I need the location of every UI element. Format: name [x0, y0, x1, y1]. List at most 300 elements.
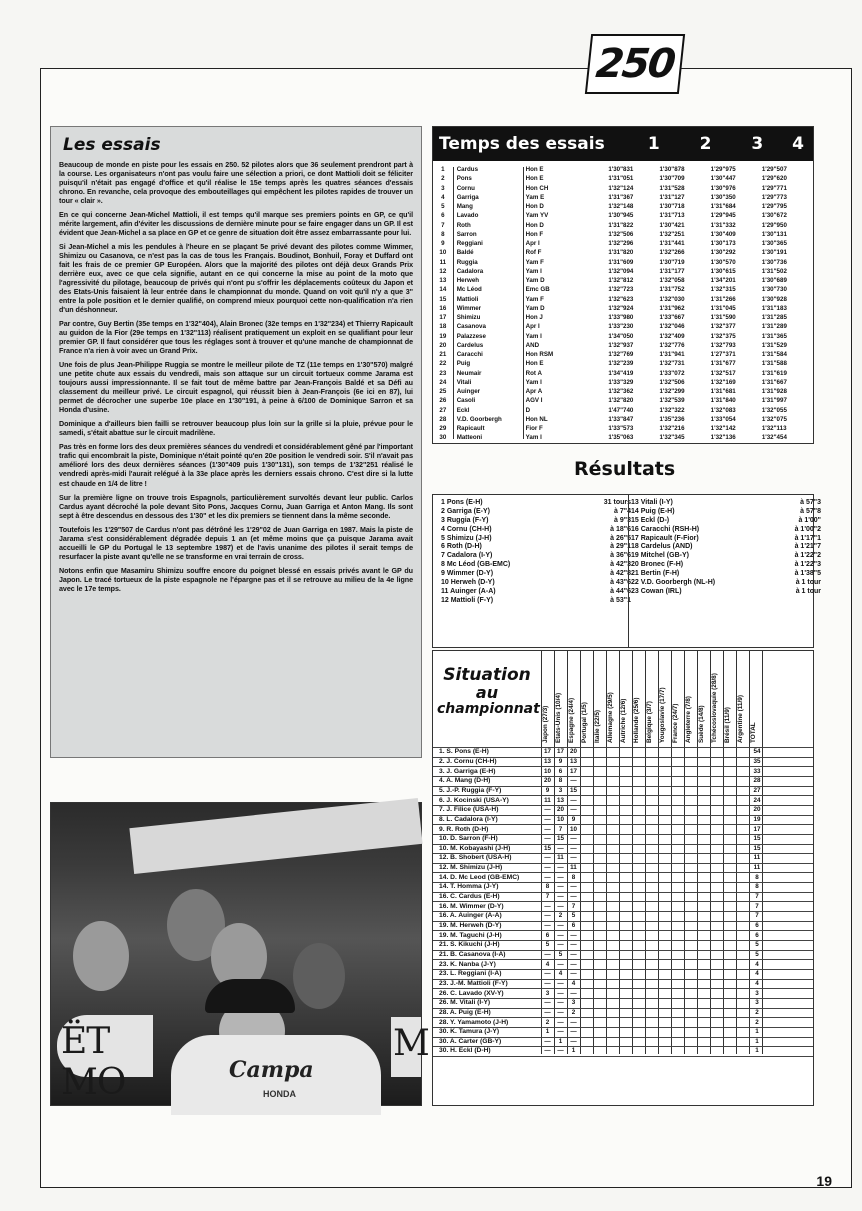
race-points: 17: [556, 748, 564, 756]
result-row: [631, 542, 821, 551]
result-rider: 22 V.D. Goorbergh (NL-H): [631, 578, 716, 586]
race-points: —: [557, 999, 564, 1007]
column-header-label: France (24/7): [672, 703, 679, 743]
rank-cell: 18: [439, 323, 447, 331]
result-row: [441, 551, 631, 560]
result-rider: 18 Cardelus (AND): [631, 543, 693, 551]
race-points: —: [557, 989, 564, 997]
machine-cell: Yam I: [525, 332, 542, 340]
session-1-time: 1'47"740: [608, 406, 634, 414]
total-points: 28: [753, 777, 761, 785]
session-3-time: 1'31"681: [710, 388, 736, 396]
standings-row: [433, 1046, 765, 1056]
result-rider: 10 Herweh (D-Y): [441, 578, 495, 586]
race-points: 9: [545, 786, 550, 794]
race-points: —: [557, 864, 564, 872]
race-points: 5: [571, 912, 576, 920]
essais-row: [433, 350, 813, 359]
championnat-title-line2: au: [475, 682, 499, 702]
race-column-header: [606, 653, 619, 745]
session-1-time: 1'32"769: [608, 351, 634, 359]
rank-cell: 19: [439, 332, 447, 340]
standings-row: [433, 795, 765, 805]
standings-rider: 14. D. Mc Leod (GB-EMC): [439, 873, 520, 881]
race-points: 5: [558, 950, 563, 958]
result-row: [631, 560, 821, 569]
session-3-time: 1'32"375: [710, 332, 736, 340]
standings-row: [433, 872, 765, 882]
race-points: 4: [558, 970, 563, 978]
total-points: 6: [755, 922, 759, 929]
column-header-label: Brésil (11/9): [724, 707, 731, 743]
rider-cell: Lavado: [456, 212, 479, 220]
jersey-sponsor-text: Campa: [229, 1057, 314, 1083]
session-2-time: 1'32"506: [659, 378, 685, 386]
rider-cell: Caracchi: [456, 351, 483, 359]
result-row: [441, 578, 631, 587]
rider-cell: Cadalora: [456, 267, 484, 275]
machine-cell: Yam E: [525, 193, 545, 201]
result-rider: 5 Shimizu (J-H): [441, 534, 492, 542]
trophy-banner: [129, 798, 422, 874]
temps-des-essais-table: [432, 126, 814, 444]
total-points: 5: [755, 950, 759, 958]
rider-cell: Cardelus: [456, 341, 484, 349]
race-points: 6: [571, 922, 576, 929]
total-points: 15: [753, 844, 761, 852]
machine-cell: Yam D: [525, 304, 545, 312]
result-rider: 23 Cowan (IRL): [631, 587, 682, 595]
session-1-time: 1'32"723: [608, 286, 634, 294]
rider-cell: Mc Léod: [456, 286, 482, 294]
standings-row: [433, 815, 765, 825]
race-points: —: [557, 1008, 564, 1016]
session-4-time: 1'30"689: [761, 277, 787, 285]
race-points: —: [557, 960, 564, 968]
session-2-time: 1'32"058: [659, 277, 685, 285]
session-3-time: 1'32"315: [710, 286, 736, 294]
total-points: 15: [753, 835, 761, 843]
session-1-time: 1'32"296: [608, 240, 634, 248]
result-row: [441, 569, 631, 578]
race-points: —: [557, 873, 564, 881]
spectator-face: [293, 943, 345, 1009]
column-header-label: Suède (14/8): [698, 705, 705, 743]
column-header-label: Espagne (24/4): [568, 697, 575, 743]
essais-row: [433, 165, 813, 174]
session-2-time: 1'32"299: [659, 388, 685, 396]
standings-row: [433, 853, 765, 863]
standings-rider: 3. J. Garriga (E-H): [439, 767, 496, 775]
result-gap: à 1'00": [798, 516, 821, 524]
result-gap: à 1'00"2: [794, 525, 821, 533]
race-points: —: [570, 970, 577, 978]
total-column-header: [749, 653, 762, 745]
resultats-table: [432, 494, 821, 648]
result-row: [441, 596, 631, 605]
total-points: 24: [753, 796, 761, 804]
grid-line: [433, 1056, 813, 1057]
session-4-time: 1'31"928: [761, 388, 787, 396]
race-points: —: [570, 854, 577, 862]
result-rider: 12 Mattioli (F-Y): [441, 596, 494, 604]
race-points: —: [544, 873, 551, 881]
standings-rider: 23. L. Reggiani (I-A): [439, 970, 502, 978]
result-rider: 21 Bertin (F-H): [631, 570, 680, 578]
standings-rider: 26. M. Vitali (I-Y): [439, 999, 491, 1007]
spectator-face: [73, 921, 129, 991]
standings-row: [433, 757, 765, 767]
column-header-label: Argentine (11/9): [737, 695, 744, 743]
essais-row: [433, 239, 813, 248]
session-2-time: 1'32"216: [659, 425, 685, 433]
race-points: 11: [544, 796, 551, 804]
session-2-time: 1'31"177: [659, 267, 685, 275]
essais-row: [433, 174, 813, 183]
article-paragraph: Dominique a d'ailleurs bien failli se retrouver beaucoup plus loin sur la grille si la pluie, prévue pour le samedi, s'était abattue sur le circuit madrilène.: [59, 420, 413, 438]
article-paragraph: Toutefois les 1'29"507 de Cardus n'ont pas détrôné les 1'29"02 de Juan Garriga en 1987. Mais la piste de Jarama s'est considérablement dégradée depuis 1 an (et même moins que ça puisque Jarama avait accueilli le GP du Portugal le 13 septembre 1987) et de l'avis unanime des pilotes il serait temps de resurfacer la piste avant qu'elle ne se transforme en vrai terrain de cross.: [59, 525, 413, 561]
race-points: 15: [543, 844, 551, 852]
race-points: 7: [558, 825, 563, 833]
rider-cell: Pons: [456, 175, 472, 183]
session-4-time: 1'31"997: [761, 397, 787, 405]
session-1-time: 1'31"609: [608, 258, 634, 266]
article-paragraph: Pas très en forme lors des deux premières séances du vendredi et considérablement gêné par l'important trafic qui encombrait la piste, Dominique n'était pointé qu'en 20e position le vendredi soir. S'il n'avait pas amélioré lors des deux dernières séances (1'30"409 puis 1'30"131), son temps de 1'32"251 réalisé le vendredi après-midi l'aurait relégué à la 33e place après les derniers essais chrono. C'est dire si la lutte est chaude en 1/4 de litre !: [59, 443, 413, 488]
session-3-time: 1'30"350: [710, 193, 736, 201]
session-1-time: 1'30"831: [608, 166, 634, 174]
session-3-time: 1'31"677: [710, 360, 736, 368]
race-points: 4: [571, 979, 576, 987]
total-points: 8: [755, 883, 759, 891]
race-points: 2: [545, 1018, 550, 1026]
rank-cell: 9: [441, 240, 445, 248]
machine-cell: Rot A: [525, 369, 542, 377]
essais-row: [433, 433, 813, 442]
session-2-time: 1'32"030: [659, 295, 685, 303]
rank-cell: 21: [439, 351, 447, 359]
session-2-time: 1'31"127: [659, 193, 685, 201]
rider-cell: Vitali: [456, 378, 472, 386]
result-gap: à 7"4: [614, 507, 631, 515]
race-points: —: [570, 931, 577, 939]
rider-cap: [205, 979, 295, 1013]
race-column-header: [697, 653, 710, 745]
total-points: 19: [753, 815, 761, 823]
session-3-time: 1'31"332: [710, 221, 736, 229]
rider-cell: Shimizu: [456, 314, 481, 322]
machine-cell: Hon RSM: [525, 351, 554, 359]
result-row: [631, 534, 821, 543]
race-points: —: [557, 1028, 564, 1036]
result-gap: à 1'38"5: [794, 570, 821, 578]
race-points: —: [544, 979, 551, 987]
result-gap: à 1'21"7: [794, 543, 821, 551]
session-1-time: 1'32"623: [608, 295, 634, 303]
result-rider: 19 Mitchel (GB-Y): [631, 552, 689, 560]
machine-cell: Hon E: [525, 166, 544, 174]
rider-cell: Herweh: [456, 277, 480, 285]
race-points: —: [544, 815, 551, 823]
race-points: —: [570, 844, 577, 852]
rider-cell: Mattioli: [456, 295, 479, 303]
session-3-time: 1'30"447: [710, 175, 736, 183]
total-points: 7: [755, 912, 759, 920]
race-points: 10: [569, 825, 577, 833]
rider-cell: Reggiani: [456, 240, 483, 248]
result-gap: à 1 tour: [795, 587, 821, 595]
session-2-time: 1'32"409: [659, 332, 685, 340]
session-3-time: 1'29"975: [710, 166, 736, 174]
standings-row: [433, 1008, 765, 1018]
session-4-time: 1'32"055: [761, 406, 787, 414]
session-2-time: 1'31"962: [659, 304, 685, 312]
rider-cell: Garriga: [456, 193, 479, 201]
podium-photo: [50, 802, 430, 1106]
result-gap: à 18"6: [610, 525, 631, 533]
rider-cell: Puig: [456, 360, 471, 368]
article-paragraph: En ce qui concerne Jean-Michel Mattioli, il est temps qu'il marque ses premiers points en GP, ce qu'il mérite largement, afin d'éviter les discussions de dernière minute pour se faire engager dans un GP. Il est évident que Jean-Michel a sa place en GP et ce genre de situation doit être assez embarrassante pour lui.: [59, 211, 413, 238]
machine-cell: Hon D: [525, 221, 544, 229]
session-2-time: 1'31"752: [659, 286, 685, 294]
result-row: [441, 560, 631, 569]
result-row: [441, 525, 631, 534]
session-2-time: 1'30"709: [659, 175, 685, 183]
race-column-header: [658, 653, 671, 745]
session-4-time: 1'31"667: [761, 378, 787, 386]
rank-cell: 15: [439, 295, 447, 303]
total-points: 1: [755, 1028, 759, 1036]
rank-cell: 3: [441, 184, 445, 192]
page-number: 19: [816, 1173, 832, 1189]
total-points: 54: [753, 748, 761, 756]
rider-cell: Cardus: [456, 166, 479, 174]
session-3-time: 1'32"083: [710, 406, 736, 414]
session-1-time: 1'31"820: [608, 249, 634, 257]
race-column-header: [541, 653, 554, 745]
result-rider: 9 Wimmer (D-Y): [441, 570, 494, 578]
result-gap: à 1'17"1: [794, 534, 821, 542]
total-points: 2: [755, 1018, 759, 1026]
rider-cell: Wimmer: [456, 304, 482, 312]
race-points: —: [557, 844, 564, 852]
session-1-time: 1'34"050: [608, 332, 634, 340]
session-3-time: 1'31"684: [710, 203, 736, 211]
essais-header: [433, 127, 813, 161]
essais-row: [433, 313, 813, 322]
race-points: —: [570, 989, 577, 997]
race-points: —: [557, 1018, 564, 1026]
race-points: —: [544, 806, 551, 814]
rider-cell: Eckl: [456, 406, 470, 414]
race-column-header: [554, 653, 567, 745]
result-rider: 1 Pons (E-H): [441, 498, 483, 506]
standings-row: [433, 1037, 765, 1047]
standings-row: [433, 998, 765, 1008]
machine-cell: Yam F: [525, 258, 544, 266]
session-3-time: 1'31"840: [710, 397, 736, 405]
session-2-time: 1'32"539: [659, 397, 685, 405]
session-2-time: 1'30"719: [659, 258, 685, 266]
result-gap: à 42"3: [610, 561, 631, 569]
column-header-label: Belgique (3/7): [646, 701, 653, 743]
race-points: —: [570, 950, 577, 958]
machine-cell: Yam I: [525, 267, 542, 275]
standings-rider: 5. J.-P. Ruggia (F-Y): [439, 786, 502, 794]
essais-rows: [433, 161, 813, 447]
session-1-time: 1'32"820: [608, 397, 634, 405]
session-2-time: 1'30"878: [659, 166, 685, 174]
race-points: 9: [558, 757, 563, 765]
race-column-header: [619, 653, 632, 745]
race-column-header: [567, 653, 580, 745]
standings-rider: 12. B. Shobert (USA-H): [439, 854, 512, 862]
standings-row: [433, 776, 765, 786]
rank-cell: 10: [439, 249, 447, 257]
session-2-time: 1'31"713: [659, 212, 685, 220]
result-rider: 11 Auinger (A-A): [441, 587, 496, 595]
total-points: 4: [755, 970, 759, 978]
column-header-label: Etats-Unis (10/4): [555, 692, 562, 743]
race-points: 6: [558, 767, 563, 775]
standings-rider: 28. A. Puig (E-H): [439, 1008, 491, 1016]
race-points: —: [544, 912, 551, 920]
total-points: 3: [755, 989, 759, 997]
race-column-header: [593, 653, 606, 745]
session-2-time: 1'31"441: [659, 240, 685, 248]
total-points: 11: [753, 864, 761, 872]
race-points: —: [570, 883, 577, 891]
session-1-label: 1: [647, 134, 660, 154]
session-2-time: 1'32"731: [659, 360, 685, 368]
article-paragraph: Par contre, Guy Bertin (35e temps en 1'32"404), Alain Bronec (32e temps en 1'32"234) et Thierry Rapicault au guidon de la Fior (29e temps en 1'32"113) réalisent pratiquement un exploit en se qualifiant pour leur premier GP. Il faut considérer que tous les réglages sont à trouver et qu'une manche de championnat de France n'a rien à voir avec un Grand Prix.: [59, 320, 413, 356]
result-gap: à 9"3: [614, 516, 631, 524]
essais-row: [433, 424, 813, 433]
session-4-label: 4: [792, 134, 804, 154]
race-points: 10: [556, 815, 564, 823]
result-gap: à 44"6: [610, 587, 631, 595]
machine-cell: Apr A: [525, 388, 543, 396]
result-rider: 16 Caracchi (RSH-H): [631, 525, 700, 533]
essais-row: [433, 396, 813, 405]
total-points: 4: [755, 960, 759, 968]
machine-cell: Yam F: [525, 295, 544, 303]
race-points: 4: [545, 960, 550, 968]
race-points: 3: [545, 989, 550, 997]
race-column-header: [710, 653, 723, 745]
standings-row: [433, 930, 765, 940]
standings-row: [433, 892, 765, 902]
machine-cell: Hon NL: [525, 415, 548, 423]
rank-cell: 24: [439, 378, 447, 386]
session-3-time: 1'31"045: [710, 304, 736, 312]
session-3-time: 1'32"142: [710, 425, 736, 433]
resultats-right-column: [631, 498, 821, 596]
rank-cell: 13: [439, 277, 447, 285]
machine-cell: Rof F: [525, 249, 542, 257]
race-points: —: [557, 931, 564, 939]
rider-cell: Auinger: [456, 388, 481, 396]
essais-row: [433, 193, 813, 202]
column-header-label: Hollande (25/6): [633, 697, 640, 743]
machine-cell: Hon J: [525, 314, 543, 322]
standings-rider: 10. M. Kobayashi (J-H): [439, 844, 511, 852]
result-row: [631, 587, 821, 596]
race-points: —: [570, 806, 577, 814]
race-column-header: [671, 653, 684, 745]
race-points: —: [544, 835, 551, 843]
session-4-time: 1'31"529: [761, 341, 787, 349]
session-1-time: 1'32"506: [608, 230, 634, 238]
result-row: [631, 578, 821, 587]
standings-row: [433, 882, 765, 892]
session-1-time: 1'30"945: [608, 212, 634, 220]
race-points: 13: [569, 757, 577, 765]
session-3-time: 1'32"136: [710, 434, 736, 442]
rank-cell: 7: [441, 221, 445, 229]
total-points: 33: [753, 767, 761, 775]
session-4-time: 1'31"289: [761, 323, 787, 331]
machine-cell: AGV I: [525, 397, 543, 405]
session-1-time: 1'33"573: [608, 425, 634, 433]
column-header-label: Allemagne (29/5): [607, 692, 614, 743]
result-rider: 2 Garriga (E-Y): [441, 507, 491, 515]
standings-row: [433, 805, 765, 815]
session-2-time: 1'31"941: [659, 351, 685, 359]
standings-rider: 28. Y. Yamamoto (J-H): [439, 1018, 509, 1026]
essais-row: [433, 341, 813, 350]
standings-rider: 6. J. Kocinski (USA-Y): [439, 796, 509, 804]
rank-cell: 29: [439, 425, 447, 433]
championnat-title: [437, 665, 540, 717]
rank-cell: 12: [439, 267, 447, 275]
machine-cell: Hon D: [525, 203, 544, 211]
result-gap: à 1'22"3: [794, 561, 821, 569]
total-points: 4: [755, 979, 759, 987]
essais-row: [433, 304, 813, 313]
session-1-time: 1'33"230: [608, 323, 634, 331]
result-rider: 14 Puig (E-H): [631, 507, 675, 515]
essais-row: [433, 230, 813, 239]
standings-rider: 10. D. Sarron (F-H): [439, 835, 498, 843]
race-points: 3: [571, 999, 576, 1007]
result-row: [441, 542, 631, 551]
standings-row: [433, 979, 765, 989]
standings-row: [433, 901, 765, 911]
standings-row: [433, 959, 765, 969]
session-4-time: 1'31"588: [761, 360, 787, 368]
article-paragraph: Une fois de plus Jean-Philippe Ruggia se montre le meilleur pilote de TZ (11e temps en 1'30"570) malgré une petite chute aux essais du vendredi, mais son attaque sur un circuit tortueux comme Jarama est toujours aussi impressionnante. Il se fait tout de même battre par Jean-François Baldé et sa Défi au classement du meilleur privé. Le circuit espagnol, qui réussit bien à Jean-François (6e ici en 87), lui permet de décrocher une superbe 10e place en 1'30"191, à peine à 6/100 de Dominique Sarron et sa Honda d'usine.: [59, 361, 413, 415]
rider-cell: Palazzese: [456, 332, 486, 340]
article-paragraph: Notons enfin que Masamiru Shimizu souffre encore du poignet blessé en essais privés avant le GP du Japon. Le tracé tortueux de la piste espagnole ne l'épargne pas et il se retrouve au milieu de la 4e ligne avec le 17e temps.: [59, 566, 413, 593]
essais-row: [433, 184, 813, 193]
race-points: 8: [545, 883, 550, 891]
result-gap: à 26"5: [610, 534, 631, 542]
standings-row: [433, 1027, 765, 1037]
race-column-header: [580, 653, 593, 745]
result-row: [441, 507, 631, 516]
machine-cell: Yam YV: [525, 212, 549, 220]
session-4-time: 1'30"736: [761, 258, 787, 266]
rider-cell: Sarron: [456, 230, 477, 238]
rank-cell: 20: [439, 341, 447, 349]
standings-rider: 2. J. Cornu (CH-H): [439, 757, 497, 765]
rider-cell: Neumair: [456, 369, 482, 377]
total-points: 5: [755, 941, 759, 949]
session-2-time: 1'32"345: [659, 434, 685, 442]
race-points: —: [557, 1047, 564, 1055]
race-points: —: [570, 960, 577, 968]
session-3-time: 1'32"793: [710, 341, 736, 349]
